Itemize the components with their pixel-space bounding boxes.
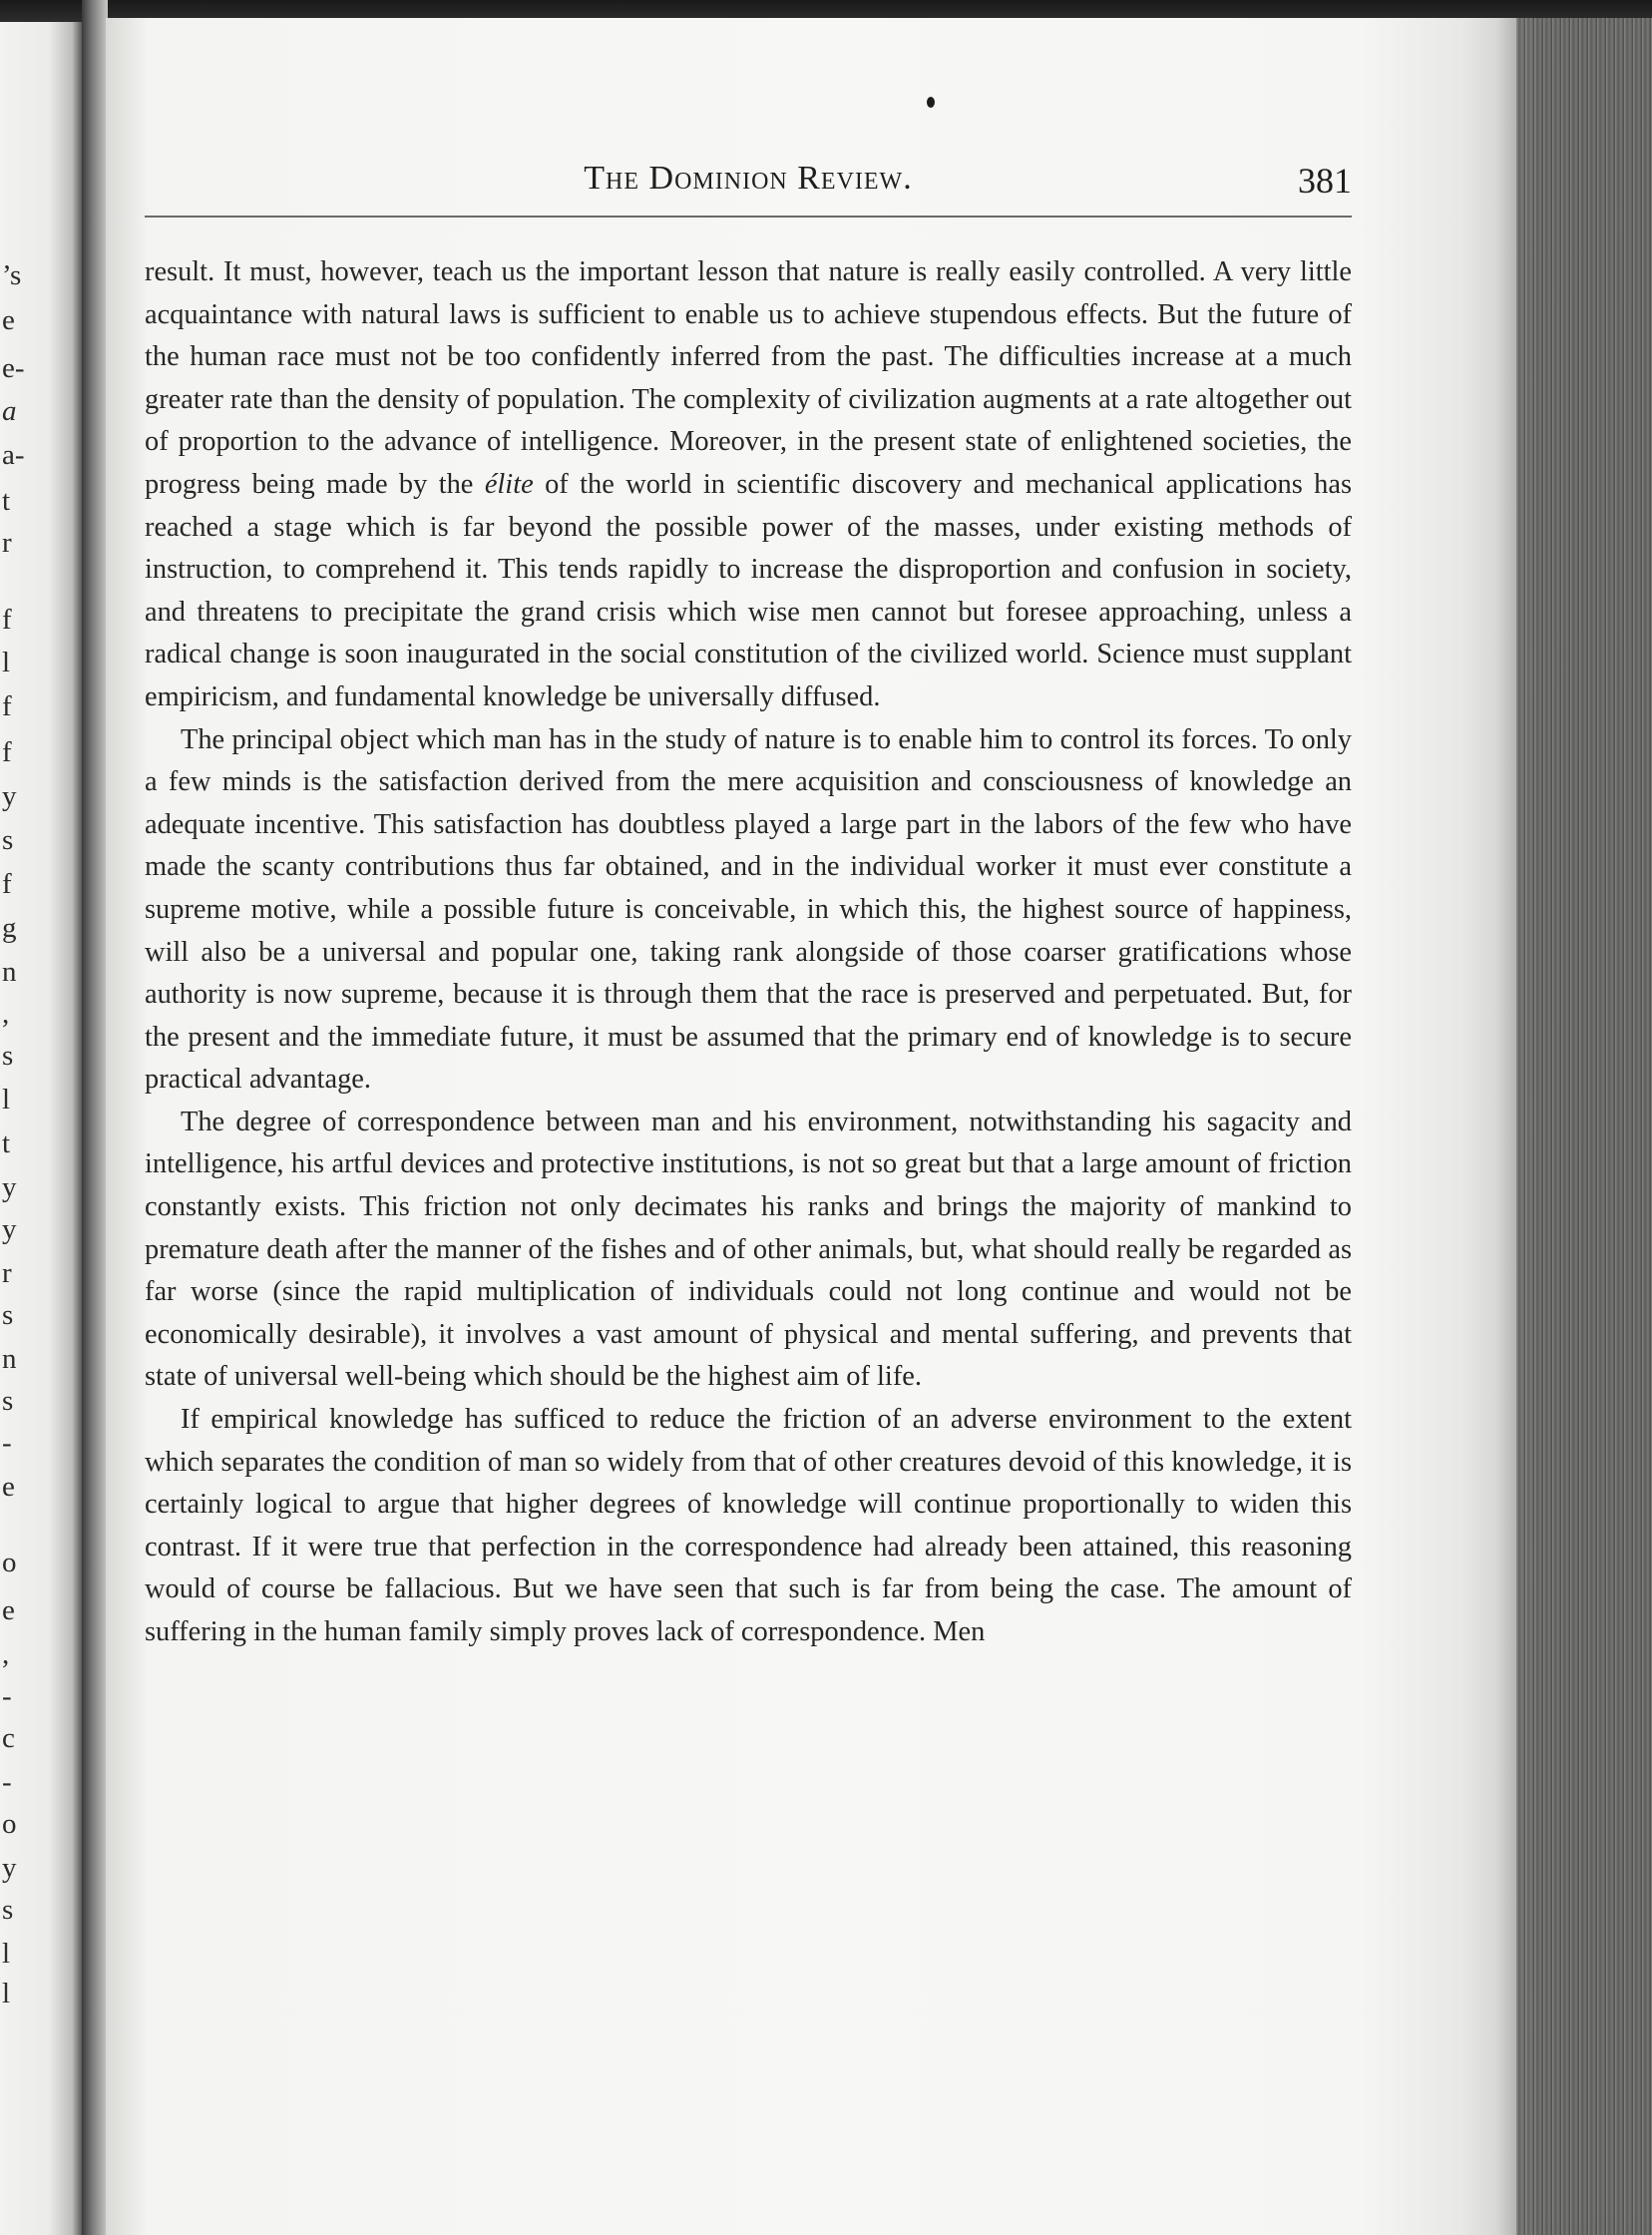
left-page-fragment: y: [2, 1213, 17, 1245]
page-stack-edge: [1516, 18, 1652, 2235]
left-page-fragment: r: [2, 527, 12, 559]
paragraph: If empirical knowledge has sufficed to reduce the friction of an adverse environment to the extent which separates the condition of man so widely from that of other creatures devoid of this knowledge, it is certainly logical to argue that higher degrees of knowledge will continue proportionally to widen this contrast. If it were true that perfection in the correspondence had already been attained, this reasoning would of course be fallacious. But we have seen that such is far from being the case. The amount of suffering in the human family simply proves lack of correspondence. Men: [145, 1404, 1352, 1647]
left-page-fragment: l: [2, 1978, 11, 2010]
left-page-fragment: -: [2, 1680, 12, 1712]
left-page-fragment: -: [2, 1427, 12, 1459]
book-gutter: [82, 0, 108, 2235]
left-page-fragment: f: [2, 690, 12, 722]
article-body: [145, 251, 1352, 1654]
left-page-fragment: t: [2, 485, 11, 517]
left-page-fragment: s: [2, 1894, 14, 1926]
left-page-fragment: g: [2, 912, 17, 944]
left-page-fragment: y: [2, 1171, 17, 1203]
left-page-fragment: r: [2, 1257, 12, 1289]
left-page-fragment: c: [2, 1722, 15, 1754]
left-page-fragment: l: [2, 647, 11, 678]
ink-dot: [927, 97, 935, 108]
left-page-fragment: ’s: [2, 259, 22, 291]
left-page-fragment: y: [2, 780, 17, 812]
header-rule: [145, 216, 1352, 218]
italic-word: élite: [484, 468, 534, 500]
paragraph-text: of the world in scientific discovery and mechanical applications has reached a stage which is far beyond the possible power of the masses, under existing methods of instruction, to comprehend it. This tends rapidly to increase the disproportion and confusion in society, and threatens to precipitate the grand crisis which wise men cannot but foresee approaching, unless a radical change is soon inaugurated in the social constitution of the civilized world. Science must supplant empiricism, and fundamental knowledge be universally diffused.: [145, 468, 1352, 712]
paragraph-text: result. It must, however, teach us the important lesson that nature is really easily controlled. A very little acquaintance with natural laws is sufficient to enable us to achieve stupendous effects. But the future of the human race must not be too confidently inferred from the past. The difficulties increase at a much greater rate than the density of population. The complexity of civilization augments at a rate altogether out of proportion to the advance of intelligence. Moreover, in the present state of enlightened societies, the progress being made by the: [145, 256, 1352, 500]
left-page-fragment: -: [2, 1766, 12, 1798]
left-page-fragment: e: [2, 1471, 15, 1503]
left-page-fragment: y: [2, 1852, 17, 1884]
left-page-edge: [0, 22, 82, 2235]
page-number: 381: [1298, 161, 1352, 201]
left-page-fragment: s: [2, 1299, 14, 1331]
left-page-fragment: a-: [2, 439, 25, 471]
left-page-fragment: e: [2, 304, 15, 336]
left-page-fragment: s: [2, 1040, 14, 1072]
paragraph: [145, 251, 1352, 719]
left-page-fragment: l: [2, 1938, 11, 1970]
left-page-fragment: o: [2, 1808, 17, 1840]
left-page-fragment: e-: [2, 352, 25, 384]
left-page-fragment: f: [2, 604, 12, 636]
left-page-fragment: l: [2, 1084, 11, 1116]
left-page-fragment: n: [2, 1343, 17, 1375]
left-page-fragment: n: [2, 956, 17, 988]
left-page-fragment: f: [2, 868, 12, 900]
paragraph: The degree of correspondence between man and his environment, notwithstanding his sagacity and intelligence, his artful devices and protective institutions, is not so great but that a large amount of friction constantly exists. This friction not only decimates his ranks and brings the majority of mankind to premature death after the manner of the fishes and of other animals, but, what should really be regarded as far worse (since the rapid multiplication of individuals could not long continue and would not be economically desirable), it involves a vast amount of physical and mental suffering, and prevents that state of universal well-being which should be the highest aim of life.: [145, 1106, 1352, 1393]
page-header: [145, 160, 1352, 212]
left-page-fragment: f: [2, 736, 12, 768]
left-page-fragment: a: [2, 395, 17, 427]
paragraph: The principal object which man has in the study of nature is to enable him to control its forces. To only a few minds is the satisfaction derived from the mere acquisition and consciousness of knowledge an adequate incentive. This satisfaction has doubtless played a large part in the labors of the few who have made the scanty contributions thus far obtained, and in the individual worker it must ever constitute a supreme motive, while a possible future is conceivable, in which this, the highest source of happiness, will also be a universal and popular one, taking rank alongside of those coarser gratifications whose authority is now supreme, because it is through them that the race is preserved and perpetuated. But, for the present and the immediate future, it must be assumed that the primary end of knowledge is to secure practical advantage.: [145, 723, 1352, 1096]
left-page-fragment: o: [2, 1547, 17, 1578]
left-page-fragment: t: [2, 1127, 11, 1159]
left-page-fragment: ,: [2, 998, 10, 1030]
left-page-fragment: ,: [2, 1638, 10, 1670]
running-title: The Dominion Review.: [584, 160, 913, 197]
left-page-fragment: s: [2, 824, 14, 856]
left-page-fragment: e: [2, 1594, 15, 1626]
left-page-fragment: s: [2, 1385, 14, 1417]
